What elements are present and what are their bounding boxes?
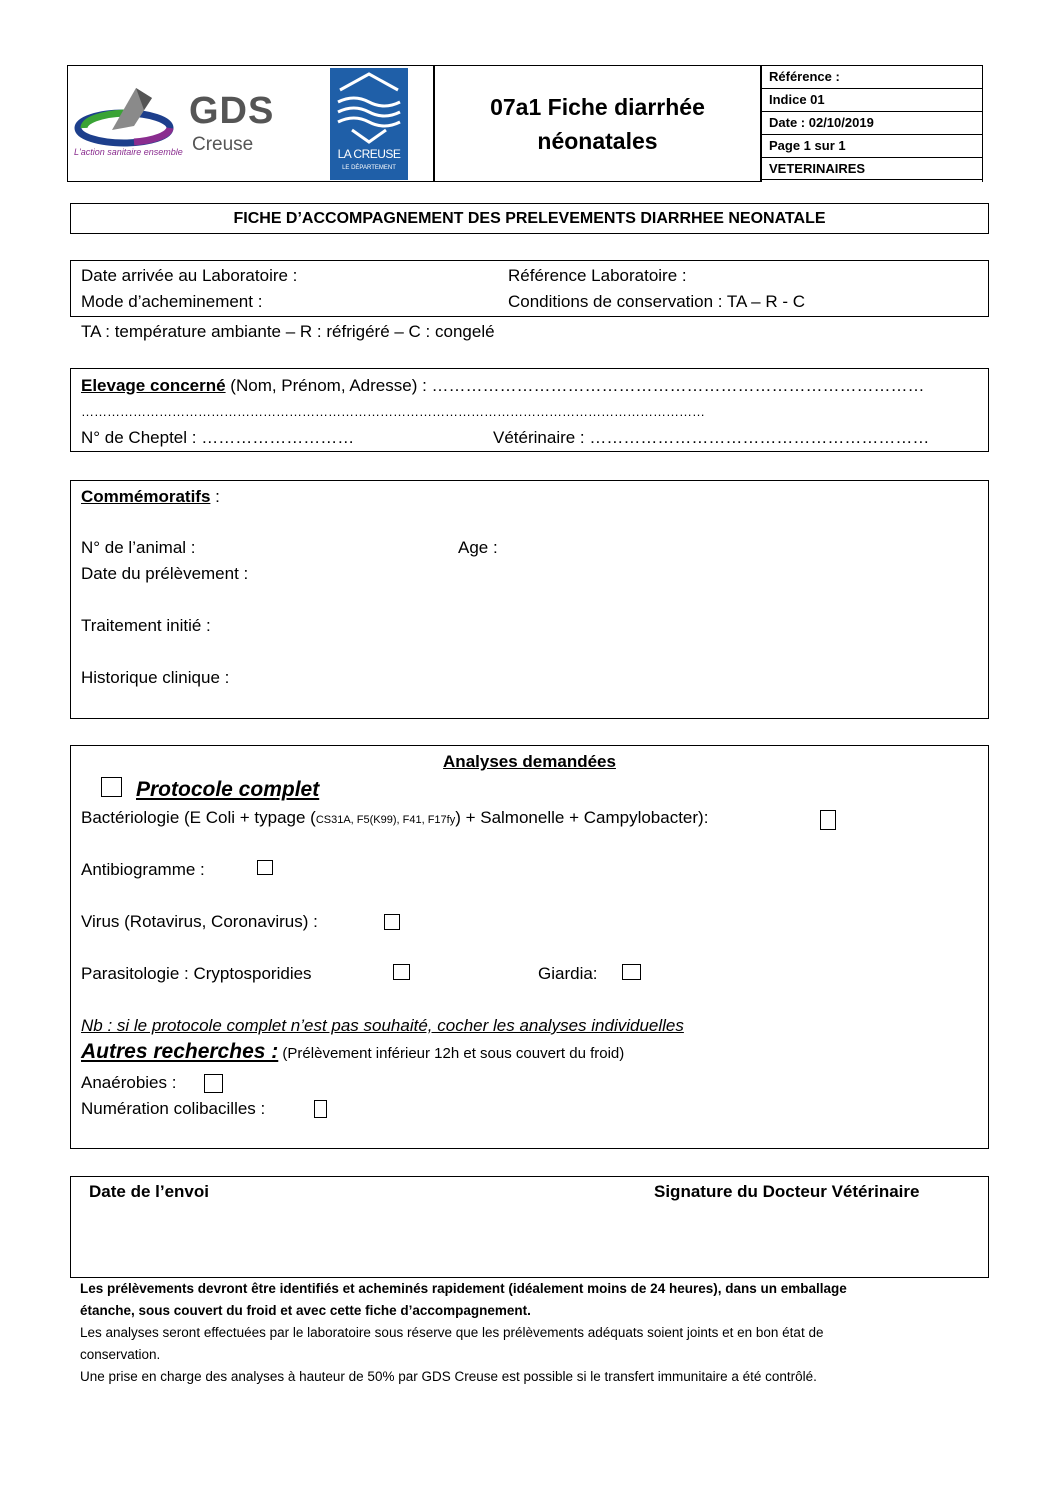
commemoratifs-colon: : bbox=[210, 487, 220, 506]
giardia-checkbox[interactable] bbox=[622, 964, 641, 980]
gds-logo-name: GDS bbox=[189, 90, 275, 132]
protocole-complet-label: Protocole complet bbox=[136, 778, 320, 801]
ref-veterinaires: VETERINAIRES bbox=[761, 157, 982, 180]
note-line-3: Les analyses seront effectuées par le laboratoire sous réserve que les prélèvements adéquats soient joints et en bon état de bbox=[80, 1325, 824, 1340]
anaerobies-checkbox[interactable] bbox=[204, 1074, 223, 1093]
anaerobies-label: Anaérobies : bbox=[81, 1073, 177, 1092]
lab-conservation-label: Conditions de conservation : TA – R - C bbox=[508, 292, 806, 311]
autres-recherches-label: Autres recherches : bbox=[81, 1040, 279, 1063]
gds-logo-tagline: L'action sanitaire ensemble bbox=[74, 147, 183, 157]
lab-arrival-label: Date arrivée au Laboratoire : bbox=[81, 266, 298, 285]
traitement-label: Traitement initié : bbox=[81, 616, 211, 635]
age-label: Age : bbox=[458, 538, 498, 557]
doc-title-line1: 07a1 Fiche diarrhée bbox=[490, 94, 705, 120]
creuse-logo-name: LA CREUSE bbox=[337, 147, 401, 161]
lab-ref-label: Référence Laboratoire : bbox=[508, 266, 687, 285]
ref-date: Date : 02/10/2019 bbox=[761, 111, 982, 134]
note-bold-1: Les prélèvements devront être identifiés et acheminés rapidement (idéalement moins de 24 heures), dans un emballage bbox=[80, 1281, 847, 1296]
header-ref-cell bbox=[760, 65, 983, 182]
lab-conservation-legend: TA : température ambiante – R : réfrigéré – C : congelé bbox=[81, 322, 495, 341]
virus-label: Virus (Rotavirus, Coronavirus) : bbox=[81, 912, 318, 931]
veterinaire-label: Vétérinaire : …………………………………………………… bbox=[493, 428, 930, 447]
note-line-5: Une prise en charge des analyses à hauteur de 50% par GDS Creuse est possible si le transfert immunitaire a été contrôlé. bbox=[80, 1369, 817, 1384]
ref-indice: Indice 01 bbox=[761, 88, 982, 111]
creuse-wave-icon bbox=[330, 68, 408, 146]
note-line-4: conservation. bbox=[80, 1347, 161, 1362]
parasitologie-label: Parasitologie : Cryptosporidies bbox=[81, 964, 312, 983]
autres-recherches-line bbox=[81, 1042, 624, 1064]
analyses-title: Analyses demandées bbox=[443, 752, 616, 771]
note-bold-2: étanche, sous couvert du froid et avec cette fiche d’accompagnement. bbox=[80, 1303, 531, 1318]
signature-label: Signature du Docteur Vétérinaire bbox=[654, 1182, 920, 1201]
animal-label: N° de l’animal : bbox=[81, 538, 196, 557]
historique-label: Historique clinique : bbox=[81, 668, 230, 687]
creuse-logo bbox=[330, 68, 408, 180]
commemoratifs-heading bbox=[81, 487, 220, 507]
virus-checkbox[interactable] bbox=[384, 914, 400, 930]
elevage-rest: (Nom, Prénom, Adresse) : …………………………………………………………………………… bbox=[225, 376, 925, 395]
bacteriologie-typage: CS31A, F5(K99), F41, F17fy bbox=[315, 814, 456, 826]
header-title-cell bbox=[433, 65, 762, 182]
elevage-line2: ……………………………………………………………………………………………………………………………… bbox=[81, 404, 705, 419]
protocole-complet-checkbox[interactable] bbox=[101, 777, 122, 797]
creuse-logo-sub: LE DÉPARTEMENT bbox=[342, 165, 396, 171]
antibiogramme-label: Antibiogramme : bbox=[81, 860, 205, 879]
ref-page: Page 1 sur 1 bbox=[761, 134, 982, 157]
prelevement-date-label: Date du prélèvement : bbox=[81, 564, 249, 583]
lab-transport-label: Mode d’acheminement : bbox=[81, 292, 263, 311]
numeration-label: Numération colibacilles : bbox=[81, 1099, 266, 1118]
nb-note: Nb : si le protocole complet n’est pas souhaité, cocher les analyses individuelles bbox=[81, 1016, 684, 1035]
antibiogramme-checkbox[interactable] bbox=[257, 860, 273, 875]
date-envoi-label: Date de l’envoi bbox=[89, 1182, 209, 1201]
commemoratifs-label: Commémoratifs bbox=[81, 487, 211, 506]
bacteriologie-label-a: Bactériologie (E Coli + typage ( bbox=[81, 808, 316, 827]
giardia-label: Giardia: bbox=[538, 964, 598, 983]
cryptosporidies-checkbox[interactable] bbox=[393, 964, 410, 980]
form-title: FICHE D’ACCOMPAGNEMENT DES PRELEVEMENTS DIARRHEE NEONATALE bbox=[233, 210, 826, 227]
elevage-label: Elevage concerné bbox=[81, 376, 226, 395]
numeration-checkbox[interactable] bbox=[314, 1100, 327, 1118]
gds-logo-sub: Creuse bbox=[192, 134, 254, 155]
bacteriologie-label-b: ) + Salmonelle + Campylobacter): bbox=[455, 808, 709, 827]
bacteriologie-line bbox=[81, 808, 708, 830]
ref-reference: Référence : bbox=[769, 69, 840, 84]
gds-logo bbox=[74, 80, 299, 165]
elevage-line1 bbox=[81, 376, 925, 396]
doc-title-line2: néonatales bbox=[537, 128, 658, 154]
autres-recherches-note: (Prélèvement inférieur 12h et sous couvert du froid) bbox=[278, 1045, 625, 1062]
bacteriologie-checkbox[interactable] bbox=[820, 810, 836, 830]
cheptel-label: N° de Cheptel : ……………………… bbox=[81, 428, 355, 447]
